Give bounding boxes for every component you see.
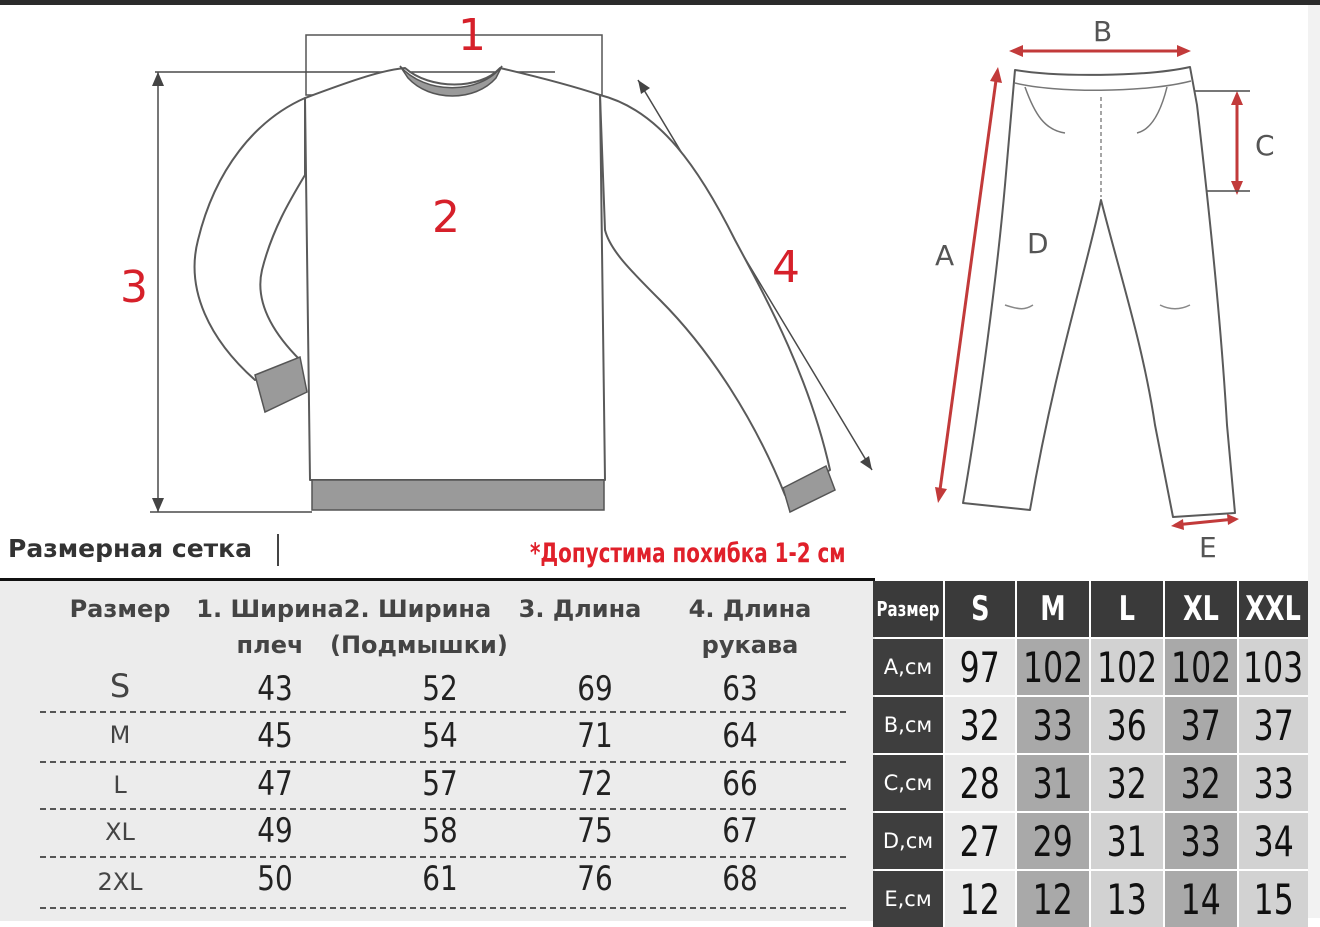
row-divider xyxy=(40,808,846,810)
sweater-body xyxy=(305,68,605,480)
cell-2xl-armpit: 61 xyxy=(422,859,458,899)
pants-cell-value: 13 xyxy=(1106,874,1148,924)
cell-s-armpit: 52 xyxy=(422,669,458,709)
pants-cell-value: 12 xyxy=(959,874,1001,924)
label-2: 2 xyxy=(432,192,460,243)
pants-cell xyxy=(1017,755,1089,811)
row-divider xyxy=(40,711,846,713)
cell-m-sleeve: 64 xyxy=(722,716,758,756)
pants-cell xyxy=(945,639,1015,695)
cell-xl-length: 75 xyxy=(577,811,613,851)
cell-l-shoulder: 47 xyxy=(257,764,293,804)
sweater-diagram xyxy=(0,0,900,520)
label-3: 3 xyxy=(120,262,148,313)
pants-size-s: S xyxy=(970,589,990,629)
pants-cell-value: 15 xyxy=(1253,874,1294,924)
pants-cell-value: 36 xyxy=(1106,700,1148,750)
pants-header-m xyxy=(1017,581,1089,637)
pants-cell xyxy=(1165,813,1237,869)
pants-cell-value: 33 xyxy=(1253,758,1294,808)
text-cursor xyxy=(277,534,279,566)
label-4: 4 xyxy=(772,242,800,293)
size-chart-title: Размерная сетка xyxy=(8,534,253,563)
header-sleeve-length xyxy=(670,591,830,663)
pants-cell xyxy=(1165,755,1237,811)
tolerance-note: *Допустима похибка 1-2 см xyxy=(530,538,846,569)
pants-cell-value: 33 xyxy=(1032,700,1074,750)
pants-cell xyxy=(1239,755,1308,811)
header-length-line1: 3. Длина xyxy=(518,595,642,623)
header-shoulder-width xyxy=(190,591,350,663)
pants-cell xyxy=(1091,813,1163,869)
size-label-xl: XL xyxy=(105,818,135,846)
label-D: D xyxy=(1027,227,1049,260)
pants-outline xyxy=(963,67,1235,517)
cell-m-length: 71 xyxy=(577,716,613,756)
pants-cell-value: 27 xyxy=(959,816,1001,866)
pants-cell xyxy=(1239,813,1308,869)
pants-cell-value: 102 xyxy=(1022,642,1084,692)
size-label-l: L xyxy=(113,771,127,799)
pants-cell-value: 32 xyxy=(959,700,1001,750)
sweater-size-table xyxy=(0,520,875,918)
pants-cell-value: 37 xyxy=(1180,700,1222,750)
pants-cell-value: 32 xyxy=(1106,758,1148,808)
pants-size-table xyxy=(873,581,1308,924)
pants-row-label: B,см xyxy=(873,697,943,753)
header-size xyxy=(60,591,180,627)
pants-cell xyxy=(945,813,1015,869)
cell-l-sleeve: 66 xyxy=(722,764,758,804)
pants-cell-value: 102 xyxy=(1096,642,1158,692)
label-E: E xyxy=(1199,531,1217,564)
header-sleeve-line1: 4. Длина xyxy=(688,595,812,623)
left-sleeve xyxy=(195,98,305,380)
cell-m-armpit: 54 xyxy=(422,716,458,756)
pants-cell-value: 33 xyxy=(1180,816,1222,866)
cell-xl-armpit: 58 xyxy=(422,811,458,851)
size-label-2xl: 2XL xyxy=(97,868,143,896)
label-C: C xyxy=(1255,129,1275,162)
pants-header-xl xyxy=(1165,581,1237,637)
pants-cell xyxy=(1091,871,1163,927)
pants-cell xyxy=(1017,871,1089,927)
cell-m-shoulder: 45 xyxy=(257,716,293,756)
pants-cell xyxy=(1091,755,1163,811)
row-divider xyxy=(40,907,846,909)
pants-size-m: M xyxy=(1040,589,1066,629)
pants-cell-value: 97 xyxy=(959,642,1001,692)
pants-header-s xyxy=(945,581,1015,637)
cell-l-length: 72 xyxy=(577,764,613,804)
label-B: B xyxy=(1093,15,1113,48)
pants-cell xyxy=(945,871,1015,927)
pants-cell-value: 34 xyxy=(1253,816,1294,866)
cell-2xl-length: 76 xyxy=(577,859,613,899)
pants-header-corner xyxy=(873,581,943,637)
size-table-body xyxy=(0,578,875,921)
pants-size-l: L xyxy=(1118,589,1136,629)
right-sleeve xyxy=(600,95,830,495)
pants-header-l xyxy=(1091,581,1163,637)
pants-cell xyxy=(1239,697,1308,753)
cell-xl-shoulder: 49 xyxy=(257,811,293,851)
pants-cell-value: 29 xyxy=(1032,816,1074,866)
pants-corner-text: Размер xyxy=(876,597,940,621)
cell-s-sleeve: 63 xyxy=(722,669,758,709)
header-size-line1: Размер xyxy=(69,595,171,623)
pants-row-label: E,см xyxy=(873,871,943,927)
pants-cell-value: 102 xyxy=(1170,642,1232,692)
cell-xl-sleeve: 67 xyxy=(722,811,758,851)
pants-cell-value: 14 xyxy=(1180,874,1222,924)
pants-cell-value: 32 xyxy=(1180,758,1222,808)
size-label-m: M xyxy=(109,721,131,749)
header-length xyxy=(510,591,650,627)
pants-cell xyxy=(1017,813,1089,869)
pants-row-label: D,см xyxy=(873,813,943,869)
header-shoulder-line2: плеч xyxy=(236,631,304,659)
pants-cell-value: 103 xyxy=(1243,642,1304,692)
pants-cell xyxy=(945,755,1015,811)
cell-l-armpit: 57 xyxy=(422,764,458,804)
pants-cell-value: 12 xyxy=(1032,874,1074,924)
pants-size-xl: XL xyxy=(1183,589,1219,629)
pants-cell-value: 31 xyxy=(1106,816,1148,866)
row-divider xyxy=(40,856,846,858)
cell-2xl-sleeve: 68 xyxy=(722,859,758,899)
pants-cell-value: 37 xyxy=(1253,700,1294,750)
label-1: 1 xyxy=(458,10,486,61)
header-shoulder-line1: 1. Ширина xyxy=(196,595,344,623)
pants-diagram xyxy=(905,5,1305,575)
header-armpit-width xyxy=(330,591,508,663)
cell-s-length: 69 xyxy=(577,669,613,709)
pants-cell-value: 31 xyxy=(1032,758,1074,808)
pants-cell-value: 28 xyxy=(959,758,1001,808)
pants-cell xyxy=(1165,697,1237,753)
pants-row-label: C,см xyxy=(873,755,943,811)
pants-cell xyxy=(945,697,1015,753)
cell-s-shoulder: 43 xyxy=(257,669,293,709)
pants-cell xyxy=(1017,697,1089,753)
pants-cell xyxy=(1239,639,1308,695)
header-armpit-line2: (Подмышки) xyxy=(330,631,508,659)
pants-cell xyxy=(1091,639,1163,695)
pants-size-xxl: XXL xyxy=(1245,589,1302,629)
pants-cell xyxy=(1017,639,1089,695)
right-edge-strip xyxy=(1308,5,1320,918)
label-A: A xyxy=(935,239,955,272)
row-divider xyxy=(40,761,846,763)
cell-2xl-shoulder: 50 xyxy=(257,859,293,899)
header-armpit-line1: 2. Ширина xyxy=(343,595,492,623)
header-sleeve-line2: рукава xyxy=(701,631,799,659)
pants-cell xyxy=(1165,871,1237,927)
pants-cell xyxy=(1091,697,1163,753)
size-label-s: S xyxy=(109,667,131,705)
pants-cell xyxy=(1165,639,1237,695)
pants-cell xyxy=(1239,871,1308,927)
pants-header-xxl xyxy=(1239,581,1308,637)
pants-row-label: A,см xyxy=(873,639,943,695)
